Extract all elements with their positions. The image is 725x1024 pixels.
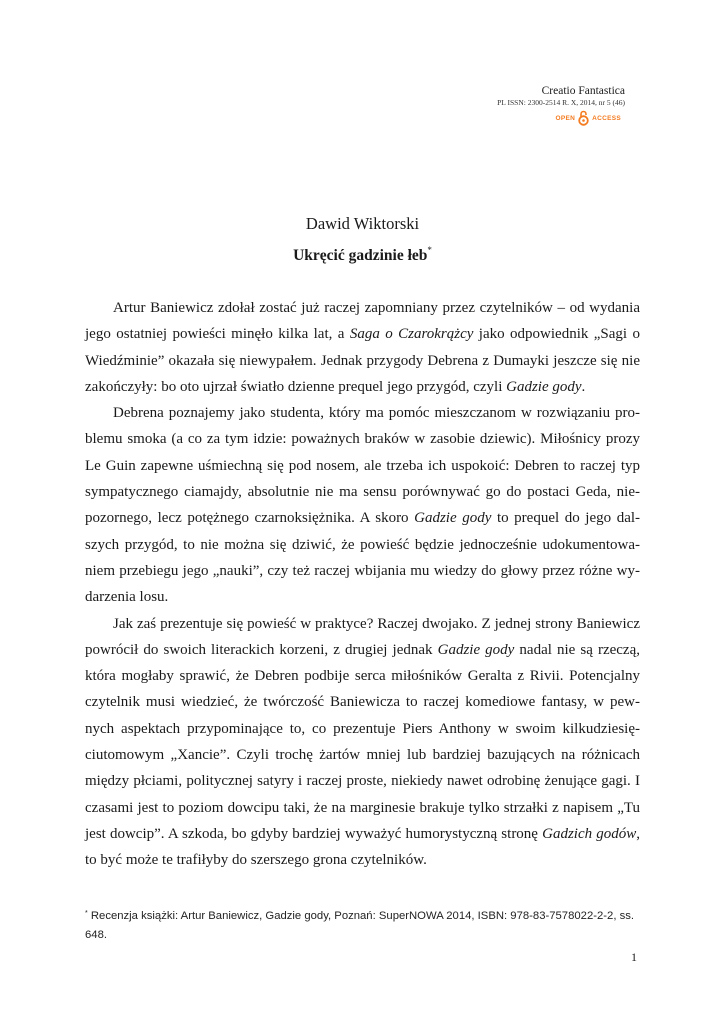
article-author: Dawid Wiktorski [305, 214, 420, 233]
text-run: Artur Baniewicz zdołał zostać już raczej zapomniany przez czytelników – od wydania jego ostatniej powieści minęło kilka lat, a [85, 300, 640, 343]
book-title: Gadzie gody [506, 378, 582, 395]
footnote-text: Recenzja książki: Artur Baniewicz, Gadzie gody, Poznań: SuperNOWA 2014, ISBN: 978-83-7578022-2-2, ss. 648. [85, 910, 635, 941]
text-run: , to być może te trafiłyby do szerszego grona czytelników. [85, 825, 640, 869]
text-run: jako odpowiednik „Sagi o Wiedźminie” okazała się niewypałem. Jednak przygody Debrena z Dumayki jeszcze się nie zakończyły: bo oto ujrzał światło dzienne prequel jego przygód, czyli [85, 326, 640, 395]
article-body [85, 295, 640, 874]
open-access-badge [497, 110, 621, 126]
footnote [85, 904, 640, 945]
text-run: to prequel do jego dalszych przygód, to nie można się dziwić, że powieść będzie jednocześnie udokumentowaniem przebiegu jego „nauki”, czy też raczej wbijania mu wiedzy do głowy przez różne wydarzenia losu. [85, 510, 641, 606]
open-access-lock-icon [578, 110, 589, 126]
article-title-block [0, 245, 725, 265]
paragraph-3 [85, 611, 640, 874]
paragraph-1 [85, 295, 640, 400]
page-number: 1 [631, 950, 637, 964]
text-run: Jak zaś prezentuje się powieść w praktyce? Raczej dwojako. Z jednej strony Baniewicz powrócił do swoich literackich korzeni, z drugiej jednak [85, 615, 640, 658]
book-title: Gadzie gody [437, 641, 515, 658]
text-run: Debrena poznajemy jako studenta, który ma pomóc mieszczanom w rozwiązaniu problemu smoka (a co za tym idzie: poważnych braków w zasobie dziewic). Miłośnicy prozy Le Guin zapewne uśmiechną się pod nosem, ale trzeba ich uspokoić: Debren to raczej typ sympatycznego ciamajdy, absolutnie nie ma sensu porównywać go do postaci Geda, niepozornego, lecz potężnego czarnoksiężnika. A skoro [85, 405, 640, 527]
text-run: . [581, 378, 586, 395]
book-title: Gadzie gody [414, 510, 492, 527]
paragraph-2 [85, 400, 640, 610]
open-access-label-right: ACCESS [592, 114, 621, 122]
footnote-marker: * [85, 910, 88, 917]
journal-header [497, 84, 625, 126]
book-title: Gadzich godów [542, 825, 637, 842]
book-title: Saga o Czarokrążcy [349, 326, 474, 343]
text-run: nadal nie są rzeczą, która mogłaby sprawić, że Debren podbije serca miłośników Geralta z Rivii. Potencjalny czytelnik musi wiedzieć, że twórczość Baniewicza to raczej komediowe fantasy, w pewnych aspektach przypominające to, co prezentuje Piers Anthony w swoim kilkudziesięciutomowym „Xancie”. Czyli trochę żartów mniej lub bardziej bazujących na różnicach między płciami, politycznej satyry i raczej proste, niekiedy nawet odrobinę żenujące gagi. I czasami jest to poziom dowcipu taki, że na marginesie brakuje tylko strzałki z napisem „Tu jest dowcip”. A szkoda, bo gdyby bardziej wyważyć humorystyczną stronę [85, 641, 640, 842]
journal-issn: PL ISSN: 2300-2514 R. X, 2014, nr 5 (46) [497, 98, 625, 107]
footnote-ref: * [427, 245, 432, 255]
article-title: Ukręcić gadzinie łeb [293, 247, 428, 264]
open-access-label-left: OPEN [555, 114, 576, 122]
journal-title: Creatio Fantastica [541, 85, 625, 97]
